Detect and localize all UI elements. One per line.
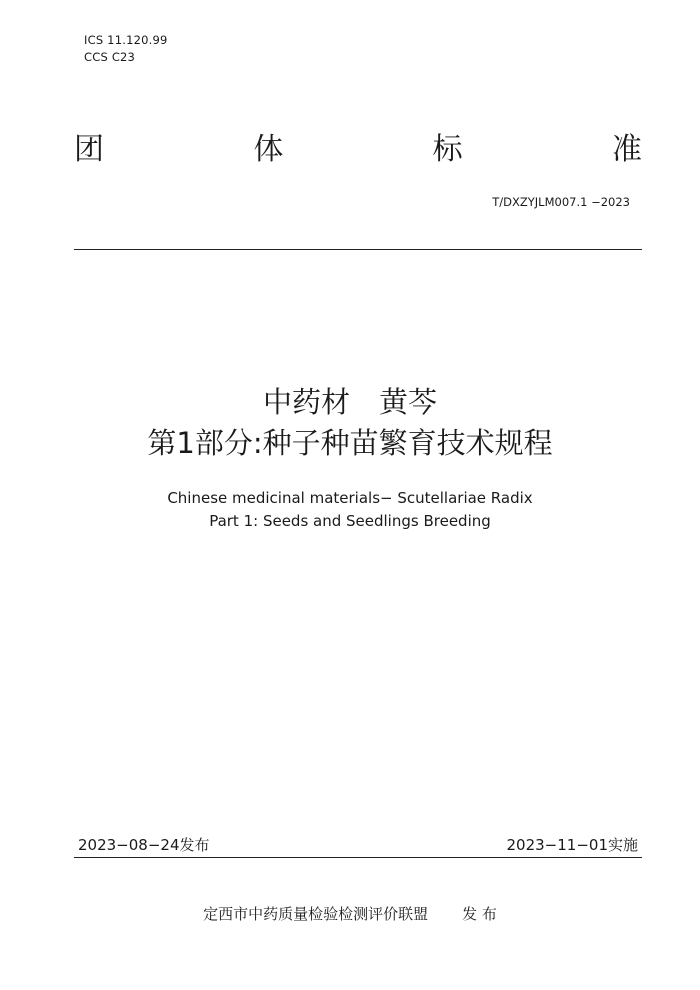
ics-code: ICS 11.120.99 xyxy=(84,33,168,47)
title-cn-line2: 第1部分:种子种苗繁育技术规程 xyxy=(147,426,553,460)
title-en-line1: Chinese medicinal materials− Scutellariae Radix xyxy=(167,489,533,507)
issue-date: 2023−08−24发布 xyxy=(78,836,210,854)
standard-type-char: 体 xyxy=(253,132,284,167)
publisher-name: 定西市中药质量检验检测评价联盟 xyxy=(203,905,429,923)
title-en-line2: Part 1: Seeds and Seedlings Breeding xyxy=(209,512,491,530)
title-cn-line1: 中药材 黄芩 xyxy=(262,385,437,419)
top-divider xyxy=(74,249,642,250)
publisher-line xyxy=(0,903,700,924)
standard-type-heading xyxy=(74,130,642,170)
standard-type-char: 标 xyxy=(432,132,463,167)
standard-number: T/DXZYJLM007.1 −2023 xyxy=(492,195,630,209)
publish-action: 发 布 xyxy=(462,905,497,923)
implementation-date: 2023−11−01实施 xyxy=(506,836,638,854)
standard-type-char: 准 xyxy=(611,132,642,167)
classification-codes xyxy=(84,32,168,66)
ccs-code: CCS C23 xyxy=(84,50,136,64)
standard-type-char: 团 xyxy=(74,132,104,167)
bottom-divider xyxy=(74,857,642,858)
